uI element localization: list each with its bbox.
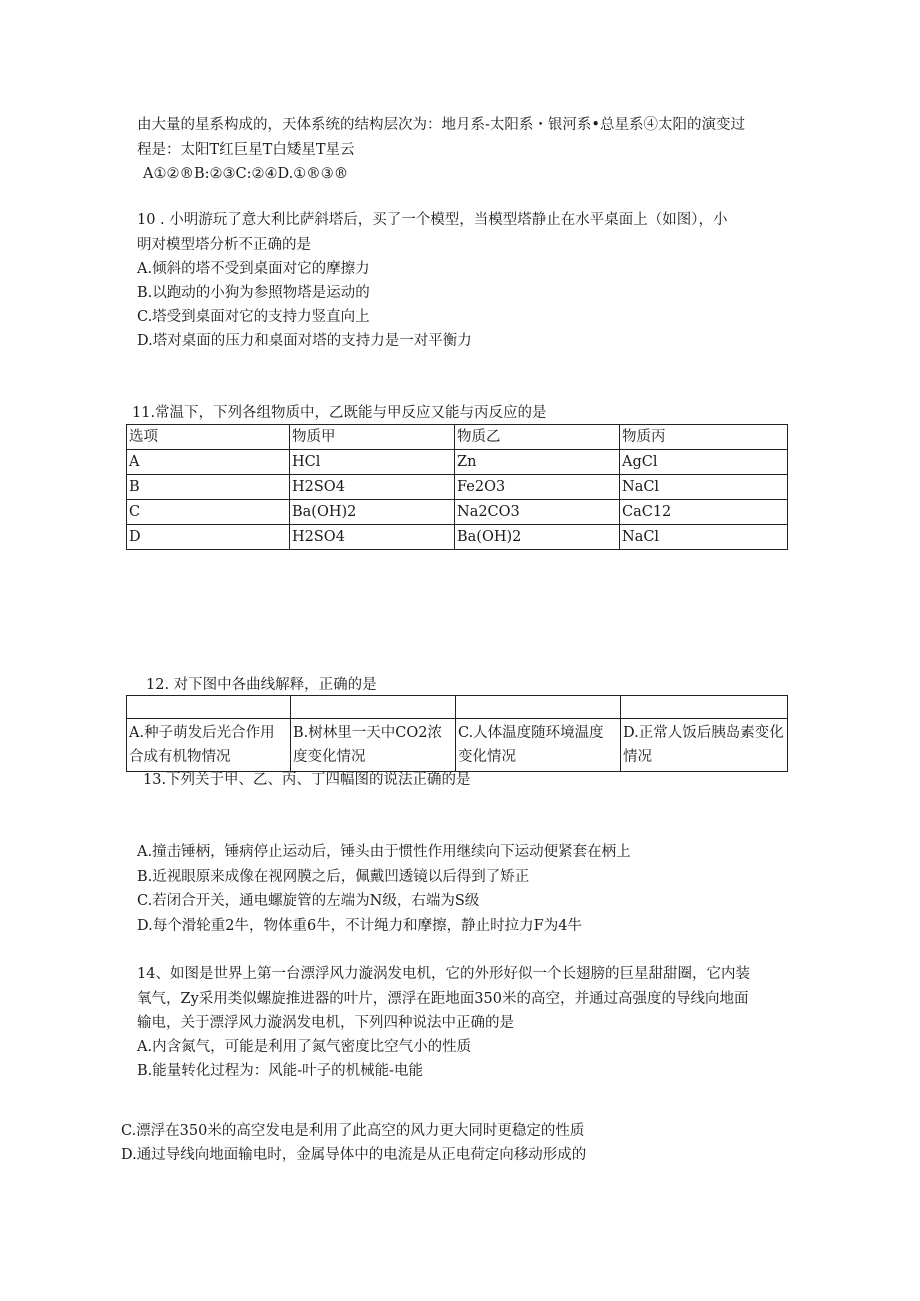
q9-text-line-2: 程是：太阳T红巨星T白矮星T星云 [137, 142, 355, 158]
table-row [127, 450, 788, 475]
table-cell: NaCl [620, 475, 788, 500]
figure-placeholder-cell [456, 696, 621, 719]
table-cell: Ba(OH)2 [455, 525, 620, 550]
q14-stem-line-2: 氧气，Zy采用类似螺旋推进器的叶片，漂浮在距地面350米的高空，并通过高强度的导线向地面 [137, 991, 749, 1007]
table-cell: CaC12 [620, 500, 788, 525]
q9-text-line-1: 由大量的星系构成的，天体系统的结构层次为：地月系-太阳系・银河系•总星系④太阳的演变过 [137, 117, 745, 133]
table-cell: HCl [290, 450, 455, 475]
q14-option-c: C.漂浮在350米的高空发电是利用了此高空的风力更大同时更稳定的性质 [121, 1123, 585, 1139]
table-cell: Zn [455, 450, 620, 475]
q10-stem-line-1: 10 . 小明游玩了意大利比萨斜塔后，买了一个模型，当模型塔静止在水平桌面上（如图），小 [137, 212, 728, 228]
q12-option-d: D.正常人饭后胰岛素变化情况 [621, 719, 788, 772]
table-header-cell: 物质丙 [620, 425, 788, 450]
q14-option-a: A.内含氮气，可能是利用了氮气密度比空气小的性质 [137, 1039, 472, 1055]
table-cell: H2SO4 [290, 475, 455, 500]
table-header-cell: 选项 [127, 425, 290, 450]
q10-stem-line-2: 明对模型塔分析不正确的是 [137, 237, 311, 253]
table-cell: Fe2O3 [455, 475, 620, 500]
table-cell: NaCl [620, 525, 788, 550]
table-cell: Ba(OH)2 [290, 500, 455, 525]
q12-option-a: A.种子萌发后光合作用合成有机物情况 [127, 719, 291, 772]
table-cell: D [127, 525, 290, 550]
table-header-row [127, 425, 788, 450]
table-cell: H2SO4 [290, 525, 455, 550]
q14-option-d: D.通过导线向地面输电时，金属导体中的电流是从正电荷定向移动形成的 [121, 1147, 587, 1163]
table-cell: Na2CO3 [455, 500, 620, 525]
table-row [127, 475, 788, 500]
table-cell: B [127, 475, 290, 500]
q13-option-c: C.若闭合开关，通电螺旋管的左端为N级，右端为S级 [137, 893, 480, 909]
figure-placeholder-cell [291, 696, 456, 719]
table-row [127, 696, 788, 719]
q14-stem-line-3: 输电，关于漂浮风力漩涡发电机，下列四种说法中正确的是 [137, 1015, 514, 1031]
table-cell: A [127, 450, 290, 475]
q12-option-c: C.人体温度随环境温度变化情况 [456, 719, 621, 772]
q10-option-d: D.塔对桌面的压力和桌面对塔的支持力是一对平衡力 [137, 333, 472, 349]
q12-option-b: B.树林里一天中CO2浓度变化情况 [291, 719, 456, 772]
q14-option-b: B.能量转化过程为：风能-叶子的机械能-电能 [137, 1063, 424, 1079]
q13-option-d: D.每个滑轮重2牛，物体重6牛，不计绳力和摩擦，静止时拉力F为4牛 [137, 918, 582, 934]
q13-stem: 13.下列关于甲、乙、丙、丁四幅图的说法正确的是 [143, 772, 471, 788]
table-row [127, 500, 788, 525]
q13-option-b: B.近视眼原来成像在视网膜之后，佩戴凹透镜以后得到了矫正 [137, 869, 530, 885]
table-header-cell: 物质乙 [455, 425, 620, 450]
q10-option-a: A.倾斜的塔不受到桌面对它的摩擦力 [137, 261, 370, 277]
q11-table [126, 424, 788, 550]
figure-placeholder-cell [621, 696, 788, 719]
q14-stem-line-1: 14、如图是世界上第一台漂浮风力漩涡发电机，它的外形好似一个长翅膀的巨星甜甜圈，它内装 [137, 966, 750, 982]
table-row [127, 525, 788, 550]
figure-placeholder-cell [127, 696, 291, 719]
q10-option-c: C.塔受到桌面对它的支持力竖直向上 [137, 309, 370, 325]
table-cell: C [127, 500, 290, 525]
table-cell: AgCl [620, 450, 788, 475]
q11-stem: 11.常温下，下列各组物质中，乙既能与甲反应又能与丙反应的是 [132, 405, 547, 421]
table-row [127, 719, 788, 772]
q12-table [126, 695, 788, 772]
q10-option-b: B.以跑动的小狗为参照物塔是运动的 [137, 285, 370, 301]
table-header-cell: 物质甲 [290, 425, 455, 450]
q9-options: A①②®B:②③C:②④D.①®③® [143, 166, 349, 182]
q12-stem: 12. 对下图中各曲线解释，正确的是 [146, 677, 377, 693]
q13-option-a: A.撞击锤柄，锤病停止运动后，锤头由于惯性作用继续向下运动便紧套在柄上 [137, 844, 631, 860]
